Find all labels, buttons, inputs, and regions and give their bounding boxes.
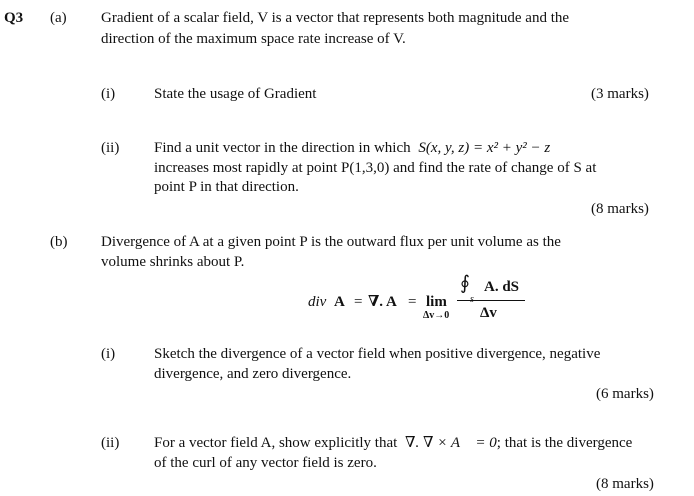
fraction-bar bbox=[457, 300, 525, 301]
part-b-sub-ii-label: (ii) bbox=[101, 435, 120, 451]
part-a-sub-i-marks: (3 marks) bbox=[591, 86, 649, 102]
part-a-label: (a) bbox=[50, 10, 67, 26]
formula-lim: lim bbox=[426, 294, 447, 310]
part-b-label: (b) bbox=[50, 234, 68, 250]
scalar-field-equation: S(x, y, z) = x² + y² − z bbox=[418, 140, 551, 156]
part-a-sub-i-label: (i) bbox=[101, 86, 116, 102]
formula-numerator-text: A. dS bbox=[484, 279, 520, 295]
part-a-sub-ii-marks: (8 marks) bbox=[591, 201, 649, 217]
part-b-intro-line2: volume shrinks about P. bbox=[101, 254, 245, 270]
formula-nabla-A: ∇. A bbox=[368, 294, 397, 310]
part-a-intro-line2: direction of the maximum space rate increase of V. bbox=[101, 31, 406, 47]
part-a-intro-line1: Gradient of a scalar field, V is a vector that represents both magnitude and the bbox=[101, 10, 570, 26]
part-b-sub-ii-line1 bbox=[154, 433, 632, 453]
part-b-sub-ii-line1-text: For a vector field A, show explicitly that bbox=[154, 435, 398, 451]
div-curl-equation: ∇. ∇ × A⃗ = 0 bbox=[405, 435, 497, 451]
formula-A-bold: A bbox=[334, 294, 345, 310]
part-b-sub-ii-line1-tail: ; that is the divergence bbox=[496, 435, 633, 451]
part-a-sub-i-text: State the usage of Gradient bbox=[154, 86, 317, 102]
formula-denominator: Δv bbox=[480, 305, 497, 321]
formula-div: div bbox=[308, 294, 327, 310]
part-b-intro-line1: Divergence of A at a given point P is the outward flux per unit volume as the bbox=[101, 234, 561, 250]
formula-equals-2: = bbox=[408, 294, 417, 310]
closed-surface-integral-icon: ∮ bbox=[460, 273, 470, 294]
part-a-sub-ii-line2: increases most rapidly at point P(1,3,0) and find the rate of change of S at bbox=[154, 160, 597, 176]
formula-numerator bbox=[484, 277, 519, 297]
part-b-sub-ii-line2: of the curl of any vector field is zero. bbox=[154, 455, 377, 471]
part-b-sub-i-line2: divergence, and zero divergence. bbox=[154, 366, 352, 382]
formula-equals-1: = bbox=[354, 294, 363, 310]
part-b-sub-i-label: (i) bbox=[101, 346, 116, 362]
part-a-sub-ii-line1-text: Find a unit vector in the direction in which bbox=[154, 140, 411, 156]
part-a-sub-ii-line3: point P in that direction. bbox=[154, 179, 299, 195]
formula-integral-subscript: s bbox=[470, 294, 474, 305]
part-a-sub-ii-line1 bbox=[154, 138, 550, 158]
part-b-sub-i-line1: Sketch the divergence of a vector field when positive divergence, negative bbox=[154, 346, 601, 362]
question-number: Q3 bbox=[4, 10, 24, 26]
part-b-sub-i-marks: (6 marks) bbox=[596, 386, 654, 402]
part-a-sub-ii-label: (ii) bbox=[101, 140, 120, 156]
part-b-sub-ii-marks: (8 marks) bbox=[596, 476, 654, 492]
formula-lim-subscript: Δv→0 bbox=[423, 310, 450, 321]
